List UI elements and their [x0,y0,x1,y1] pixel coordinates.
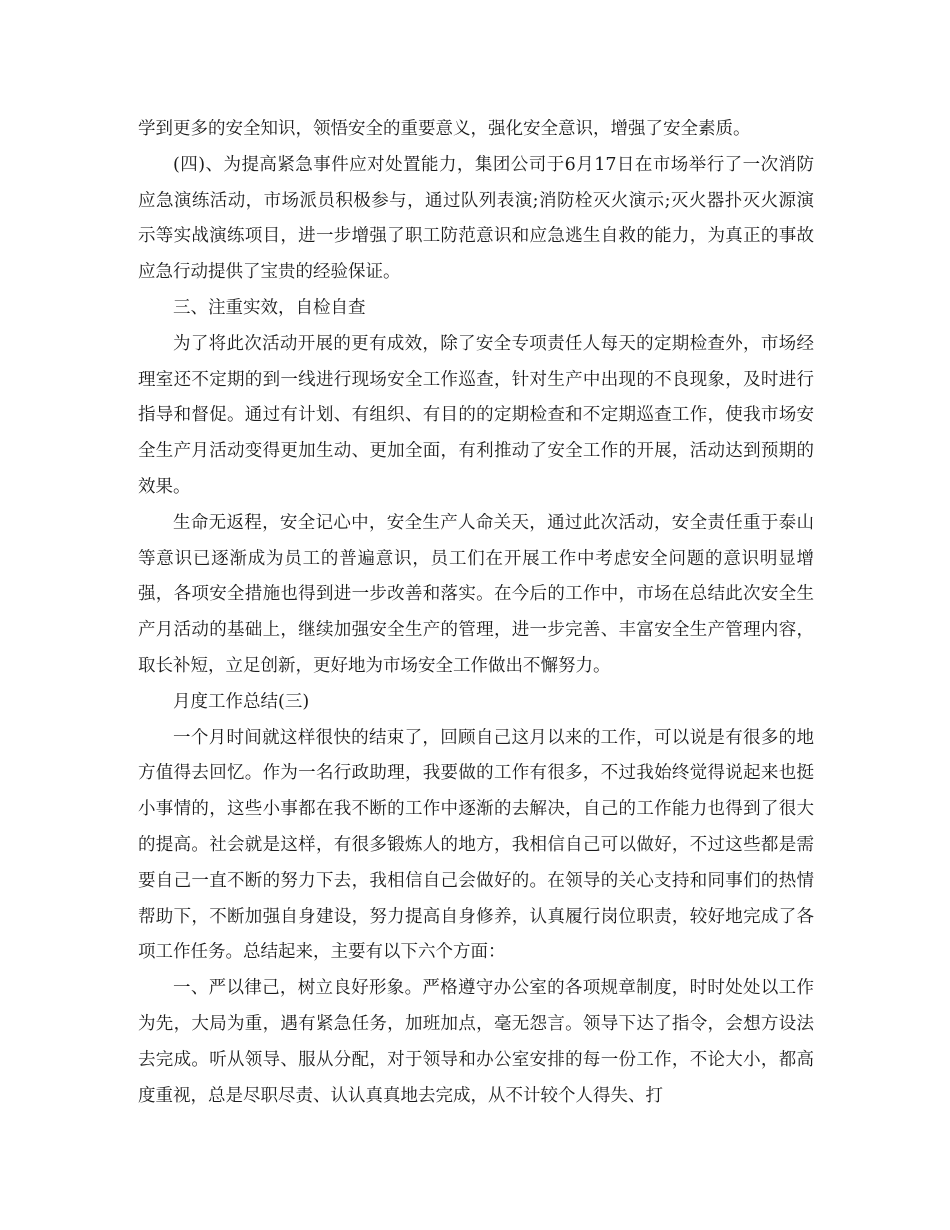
paragraph-7: 一个月时间就这样很快的结束了，回顾自己这月以来的工作，可以说是有很多的地方值得去回忆。作为一名行政助理，我要做的工作有很多，不过我始终觉得说起来也挺小事情的，这些小事都在我不断的工作中逐渐的去解决，自己的工作能力也得到了很大的提高。社会就是这样，有很多锻炼人的地方，我相信自己可以做好，不过这些都是需要自己一直不断的努力下去，我相信自己会做好的。在领导的关心支持和同事们的热情帮助下，不断加强自身建设，努力提高自身修养，认真履行岗位职责，较好地完成了各项工作任务。总结起来，主要有以下六个方面： [138,727,814,963]
paragraph-2: (四)、为提高紧急事件应对处置能力，集团公司于6月17日在市场举行了一次消防应急演练活动，市场派员积极参与，通过队列表演;消防栓灭火演示;灭火器扑灭火源演示等实战演练项目，进一步增强了职工防范意识和应急逃生自救的能力，为真正的事故应急行动提供了宝贵的经验保证。 [138,154,814,283]
summary-title: 月度工作总结(三) [173,691,310,712]
paragraph-5: 生命无返程，安全记心中，安全生产人命关天，通过此次活动，安全责任重于泰山等意识已逐渐成为员工的普遍意识，员工们在开展工作中考虑安全问题的意识明显增强，各项安全措施也得到进一步改善和落实。在今后的工作中，市场在总结此次安全生产月活动的基础上，继续加强安全生产的管理，进一步完善、丰富安全生产管理内容，取长补短，立足创新，更好地为市场安全工作做出不懈努力。 [138,512,814,676]
document-page [138,112,814,1114]
section-heading-3: 三、注重实效，自检自查 [173,297,366,318]
paragraph-8: 一、严以律己，树立良好形象。严格遵守办公室的各项规章制度，时时处处以工作为先，大局为重，遇有紧急任务，加班加点，毫无怨言。领导下达了指令，会想方设法去完成。听从领导、服从分配，对于领导和办公室安排的每一份工作，不论大小，都高度重视，总是尽职尽责、认认真真地去完成，从不计较个人得失、打 [138,978,814,1106]
paragraph-1: 学到更多的安全知识，领悟安全的重要意义，强化安全意识，增强了安全素质。 [138,119,751,139]
paragraph-4: 为了将此次活动开展的更有成效，除了安全专项责任人每天的定期检查外，市场经理室还不定期的到一线进行现场安全工作巡查，针对生产中出现的不良现象，及时进行指导和督促。通过有计划、有组织、有目的的定期检查和不定期巡查工作，使我市场安全生产月活动变得更加生动、更加全面，有利推动了安全工作的开展，活动达到预期的效果。 [138,333,814,497]
